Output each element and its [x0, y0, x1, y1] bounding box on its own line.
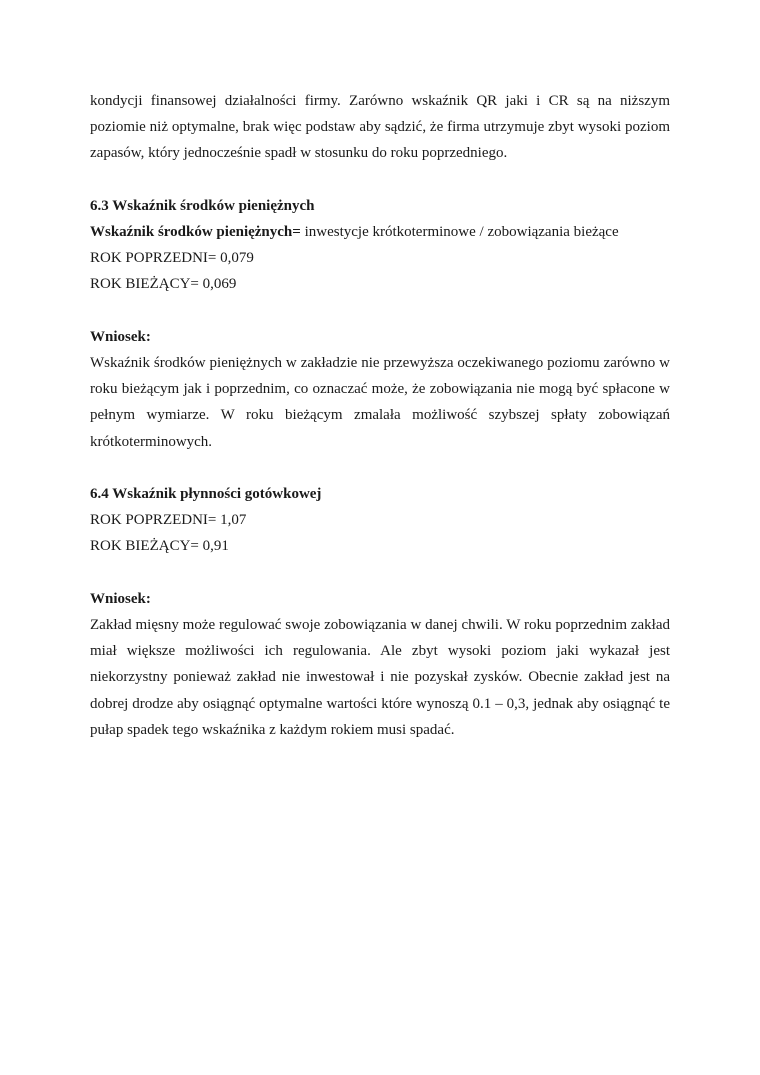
section-6-3-conclusion-heading: Wniosek:	[90, 328, 151, 345]
page-content	[90, 88, 670, 743]
section-6-3-formula	[90, 219, 670, 245]
section-6-3-current-year: ROK BIEŻĄCY= 0,069	[90, 276, 237, 293]
spacer	[90, 455, 670, 481]
spacer	[90, 167, 670, 193]
section-6-3-previous-year: ROK POPRZEDNI= 0,079	[90, 250, 254, 267]
intro-paragraph: kondycji finansowej działalności firmy. Zarówno wskaźnik QR jaki i CR są na niższym poziomie niż optymalne, brak więc podstaw aby sądzić, że firma utrzymuje zbyt wysoki poziom zapasów, który jednocześnie spadł w stosunku do roku poprzedniego.	[90, 93, 670, 162]
spacer	[90, 560, 670, 586]
section-6-4-conclusion-heading: Wniosek:	[90, 590, 151, 607]
section-6-4-heading: 6.4 Wskaźnik płynności gotówkowej	[90, 486, 322, 502]
section-6-4-current-year: ROK BIEŻĄCY= 0,91	[90, 538, 229, 555]
spacer	[90, 298, 670, 324]
section-6-4-previous-year: ROK POPRZEDNI= 1,07	[90, 512, 247, 529]
section-6-4-conclusion-text: Zakład mięsny może regulować swoje zobowiązania w danej chwili. W roku poprzednim zakład miał większe możliwości ich regulowania. Ale zbyt wysoki poziom jaki wykazał jest niekorzystny ponieważ zakład nie inwestował i nie pozyskał zysków. Obecnie zakład jest na dobrej drodze aby osiągnąć optymalne wartości które wynoszą 0.1 – 0,3, jednak aby osiągnąć te pułap spadek tego wskaźnika z każdym rokiem musi spadać.	[90, 617, 670, 738]
formula-label: Wskaźnik środków pieniężnych=	[90, 224, 301, 240]
section-6-3-heading: 6.3 Wskaźnik środków pieniężnych	[90, 197, 315, 214]
formula-text: inwestycje krótkoterminowe / zobowiązania bieżące	[300, 224, 619, 240]
section-6-3-conclusion-text: Wskaźnik środków pieniężnych w zakładzie nie przewyższa oczekiwanego poziomu zarówno w roku bieżącym jak i poprzednim, co oznaczać może, że zobowiązania nie mogą być spłacone w pełnym wymiarze. W roku bieżącym zmalała możliwość szybszej spłaty zobowiązań krótkoterminowych.	[90, 355, 670, 450]
